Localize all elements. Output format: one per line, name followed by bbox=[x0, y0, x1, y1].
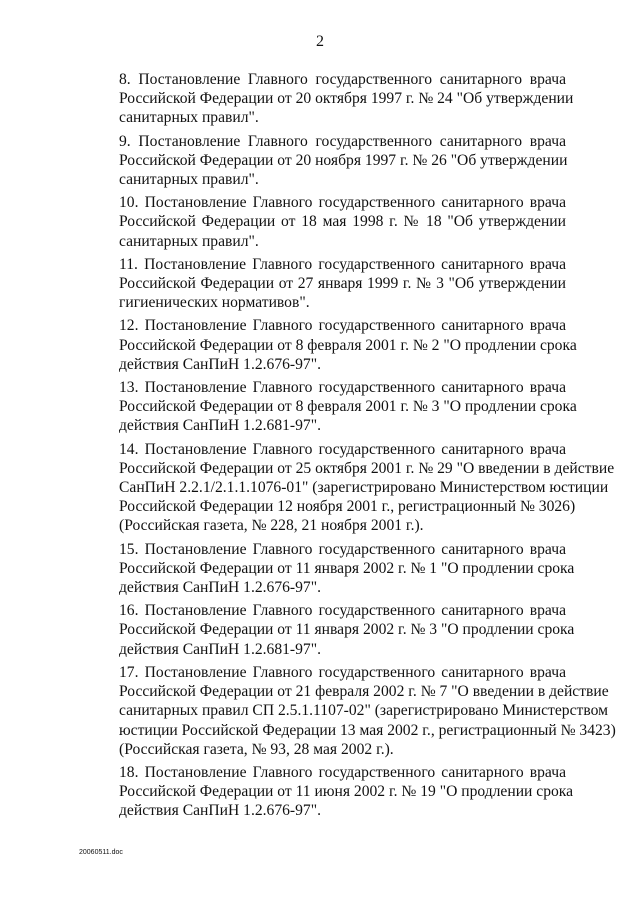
paragraph-line: Российской Федерации от 18 мая 1998 г. № 18 "Об утверждении bbox=[119, 213, 566, 231]
paragraph-line: 17. Постановление Главного государственного санитарного врача bbox=[119, 663, 566, 681]
list-item bbox=[79, 193, 566, 251]
paragraph-line: действия СанПиН 1.2.681-97". bbox=[119, 640, 321, 658]
paragraph-line: СанПиН 2.2.1/2.1.1.1076-01" (зарегистрировано Министерством юстиции bbox=[119, 479, 609, 497]
paragraph-line: 15. Постановление Главного государственного санитарного врача bbox=[119, 540, 566, 558]
paragraph-line: действия СанПиН 1.2.676-97". bbox=[119, 802, 321, 820]
paragraph-line: действия СанПиН 1.2.681-97". bbox=[119, 417, 321, 435]
paragraph-line: 18. Постановление Главного государственного санитарного врача bbox=[119, 763, 566, 781]
paragraph-line: Российской Федерации от 11 июня 2002 г. № 19 "О продлении срока bbox=[119, 783, 574, 801]
list-item bbox=[79, 440, 615, 536]
list-item bbox=[79, 663, 616, 759]
paragraph-line: действия СанПиН 1.2.676-97". bbox=[119, 355, 321, 373]
paragraph-line: гигиенических нормативов". bbox=[119, 294, 310, 312]
paragraph-line: Российской Федерации от 27 января 1999 г. № 3 "Об утверждении bbox=[119, 275, 566, 293]
paragraph-line: 12. Постановление Главного государственного санитарного врача bbox=[119, 317, 566, 335]
paragraph-line: Российской Федерации от 25 октября 2001 г. № 29 "О введении в действие bbox=[119, 459, 615, 477]
list-item bbox=[79, 132, 566, 190]
paragraph-line: юстиции Российской Федерации 13 мая 2002 г., регистрационный № 3423) bbox=[119, 721, 616, 739]
list-item bbox=[79, 378, 577, 436]
paragraph-line: Российской Федерации от 11 января 2002 г. № 3 "О продлении срока bbox=[119, 621, 575, 639]
page-number: 2 bbox=[316, 33, 324, 50]
paragraph-line: Российской Федерации от 21 февраля 2002 г. № 7 "О введении в действие bbox=[119, 683, 609, 701]
paragraph-line: Российской Федерации 12 ноября 2001 г., регистрационный № 3026) bbox=[119, 498, 576, 516]
paragraph-line: 11. Постановление Главного государственного санитарного врача bbox=[119, 255, 566, 273]
document-body bbox=[79, 70, 616, 825]
paragraph-line: Российской Федерации от 8 февраля 2001 г. № 2 "О продлении срока bbox=[119, 336, 577, 354]
footer-filename: 20060511.doc bbox=[79, 849, 123, 856]
paragraph-line: 16. Постановление Главного государственного санитарного врача bbox=[119, 602, 566, 620]
paragraph-line: Российской Федерации от 11 января 2002 г. № 1 "О продлении срока bbox=[119, 559, 575, 577]
paragraph-line: (Российская газета, № 228, 21 ноября 2001 г.). bbox=[119, 517, 424, 535]
list-item bbox=[79, 540, 575, 598]
paragraph-line: санитарных правил". bbox=[119, 109, 259, 127]
paragraph-line: 8. Постановление Главного государственного санитарного врача bbox=[119, 71, 566, 88]
paragraph-line: санитарных правил СП 2.5.1.1107-02" (зарегистрировано Министерством bbox=[119, 702, 608, 720]
paragraph-line: санитарных правил". bbox=[119, 232, 259, 250]
list-item bbox=[79, 601, 575, 659]
list-item bbox=[79, 763, 574, 821]
list-item bbox=[79, 316, 577, 374]
list-item bbox=[79, 70, 574, 128]
paragraph-line: 9. Постановление Главного государственного санитарного врача bbox=[119, 132, 566, 150]
paragraph-line: действия СанПиН 1.2.676-97". bbox=[119, 579, 321, 597]
paragraph-line: 13. Постановление Главного государственного санитарного врача bbox=[119, 379, 566, 397]
paragraph-line: Российской Федерации от 20 ноября 1997 г. № 26 "Об утверждении bbox=[119, 151, 568, 169]
paragraph-line: Российской Федерации от 8 февраля 2001 г. № 3 "О продлении срока bbox=[119, 398, 577, 416]
list-item bbox=[79, 255, 566, 313]
paragraph-line: Российской Федерации от 20 октября 1997 г. № 24 "Об утверждении bbox=[119, 90, 574, 108]
paragraph-line: 14. Постановление Главного государственного санитарного врача bbox=[119, 440, 566, 458]
paragraph-line: санитарных правил". bbox=[119, 171, 259, 189]
paragraph-line: (Российская газета, № 93, 28 мая 2002 г.). bbox=[119, 740, 394, 758]
paragraph-line: 10. Постановление Главного государственного санитарного врача bbox=[119, 194, 566, 212]
